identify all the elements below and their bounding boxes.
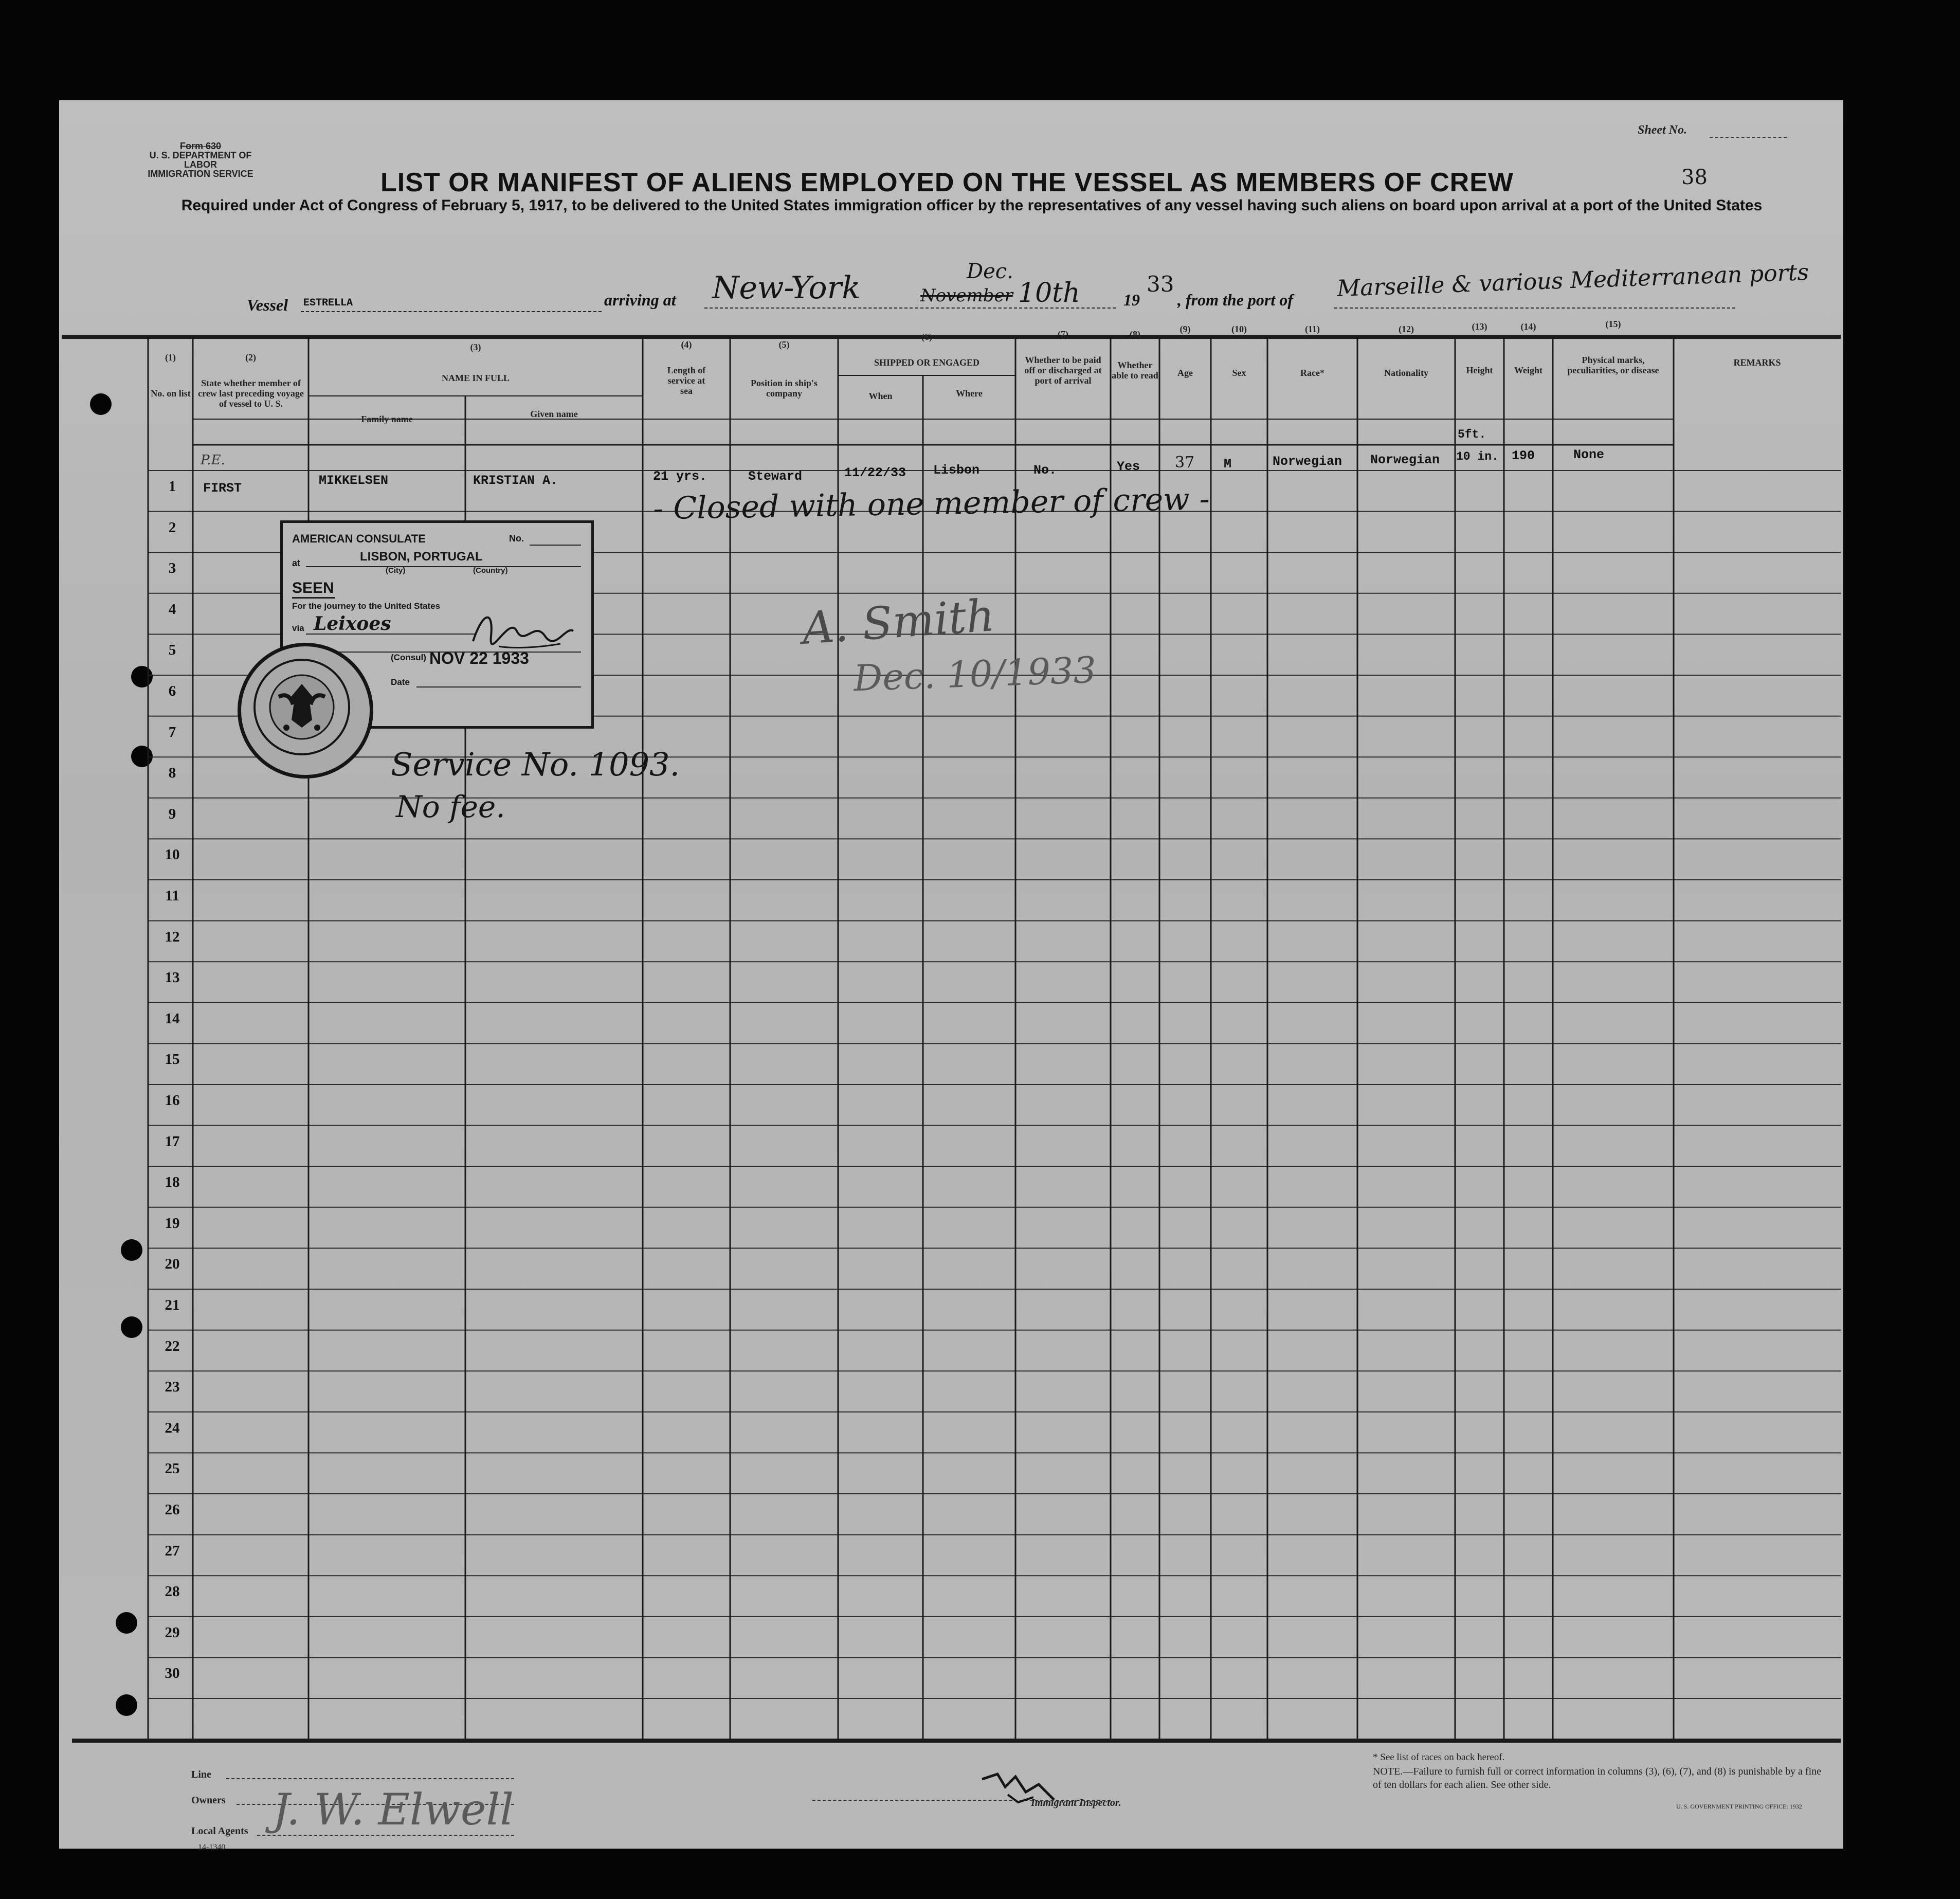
col-head-where: Where xyxy=(956,388,983,399)
footer-owners-label: Owners xyxy=(191,1795,226,1806)
row-number: 28 xyxy=(165,1583,180,1600)
col-head-paid-off: Whether to be paid off or discharged at port of arrival xyxy=(1024,355,1102,386)
row-number: 11 xyxy=(165,888,179,904)
stamp-seen-rule xyxy=(292,597,335,599)
col-num-14: (14) xyxy=(1520,321,1536,332)
row-number: 18 xyxy=(165,1174,180,1191)
month-struck: November xyxy=(920,285,1013,306)
inspector-label: Immigrant Inspector. xyxy=(1031,1797,1121,1808)
stamp-date-label: Date xyxy=(391,677,410,687)
footer-line-label: Line xyxy=(191,1769,211,1780)
row-number: 6 xyxy=(168,683,176,699)
row-number: 16 xyxy=(165,1092,180,1109)
entry-sex: M xyxy=(1224,457,1232,472)
col-head-nationality: Nationality xyxy=(1384,368,1428,378)
col-head-position: Position in ship's company xyxy=(750,378,818,399)
stamp-journey: For the journey to the United States xyxy=(292,601,441,611)
col-head-given-name: Given name xyxy=(530,409,578,419)
col-head-family-name: Family name xyxy=(361,414,413,424)
row-number: 17 xyxy=(165,1133,180,1150)
row-number: 3 xyxy=(168,560,176,577)
col-num-12: (12) xyxy=(1399,324,1414,334)
from-label: , from the port of xyxy=(1177,291,1293,309)
consul-signature xyxy=(468,600,576,657)
stamp-via-value: Leixoes xyxy=(314,613,391,635)
sheet-no-value: 38 xyxy=(1681,166,1708,189)
entry-marks: None xyxy=(1573,447,1605,462)
vessel-label: Vessel xyxy=(247,296,288,314)
col-num-13: (13) xyxy=(1472,321,1487,332)
footer-local-agents-label: Local Agents xyxy=(191,1825,248,1837)
row-number: 20 xyxy=(165,1256,180,1273)
signature-date: Dec. 10/1933 xyxy=(852,648,1097,700)
col-num-7: (7) xyxy=(1058,329,1068,339)
row-number: 12 xyxy=(165,928,180,945)
no-fee: No fee. xyxy=(396,789,505,824)
footer-printer: U. S. GOVERNMENT PRINTING OFFICE: 1932 xyxy=(1676,1803,1802,1810)
row-number: 5 xyxy=(168,642,176,659)
agency-line-2: IMMIGRATION SERVICE xyxy=(148,169,253,179)
agency-line-1: U. S. DEPARTMENT OF LABOR xyxy=(149,150,252,170)
row-number: 25 xyxy=(165,1460,180,1477)
stamp-seen: SEEN xyxy=(292,580,334,596)
row-number: 1 xyxy=(168,478,176,495)
row-number: 30 xyxy=(165,1665,180,1682)
vessel-value: ESTRELLA xyxy=(303,297,353,309)
row-number: 14 xyxy=(165,1010,180,1027)
col-num-10: (10) xyxy=(1231,324,1247,334)
row-number: 4 xyxy=(168,601,176,618)
stamp-at-label: at xyxy=(292,558,301,568)
closed-note: - Closed with one member of crew - xyxy=(652,481,1210,527)
row-number: 7 xyxy=(168,724,176,740)
col-num-3: (3) xyxy=(470,342,481,352)
stamp-date-line xyxy=(416,686,581,688)
col-num-6: (6) xyxy=(921,332,932,342)
row-number: 22 xyxy=(165,1337,180,1354)
col-num-1: (1) xyxy=(165,352,176,363)
col-head-physical-marks: Physical marks, peculiarities, or disease xyxy=(1567,355,1659,375)
arriving-value: New-York xyxy=(712,270,861,306)
row-number: 19 xyxy=(165,1215,180,1232)
col-num-4: (4) xyxy=(681,339,692,350)
stamp-no-label: No. xyxy=(509,533,524,544)
col-head-no-on-list: No. on list xyxy=(151,388,191,399)
col-num-2: (2) xyxy=(245,352,256,363)
footer-agents-rule xyxy=(257,1835,514,1836)
stamp-no-line xyxy=(530,545,581,546)
entry-family-name: MIKKELSEN xyxy=(319,473,389,488)
year-value: 33 xyxy=(1147,272,1174,297)
row-number: 27 xyxy=(165,1542,180,1559)
col-head-when: When xyxy=(868,391,893,401)
row-number: 21 xyxy=(165,1297,180,1313)
col-head-length-service: Length of service at sea xyxy=(667,365,706,396)
entry-height-in: 10 in. xyxy=(1456,450,1499,463)
col-head-preceding-voyage: State whether member of crew last preceding voyage of vessel to U. S. xyxy=(198,378,304,409)
col-head-age: Age xyxy=(1177,368,1193,378)
entry-given-name: KRISTIAN A. xyxy=(473,473,558,488)
row-number: 24 xyxy=(165,1419,180,1436)
row-number: 29 xyxy=(165,1624,180,1641)
stamp-city-line xyxy=(306,566,581,567)
entry-age: 37 xyxy=(1175,454,1195,472)
row-number: 15 xyxy=(165,1051,180,1068)
row-number: 10 xyxy=(165,846,180,863)
day-value: 10th xyxy=(1018,278,1080,309)
col-num-15: (15) xyxy=(1605,319,1621,329)
form-number: Form 630 xyxy=(179,141,222,151)
entry-where: Lisbon xyxy=(933,463,980,478)
col-num-5: (5) xyxy=(778,339,790,350)
eagle-seal-icon xyxy=(238,643,366,771)
month-value: Dec. xyxy=(967,260,1013,283)
entry-position: Steward xyxy=(748,469,803,484)
sheet-no-label: Sheet No. xyxy=(1638,123,1687,137)
stamp-city: LISBON, PORTUGAL xyxy=(360,550,483,564)
col-head-height: Height xyxy=(1466,365,1493,375)
col-head-shipped-engaged: SHIPPED OR ENGAGED xyxy=(874,357,980,368)
row-number: 23 xyxy=(165,1379,180,1396)
row-number: 13 xyxy=(165,969,180,986)
arriving-label: arriving at xyxy=(604,291,676,309)
footer-note-text: NOTE.—Failure to furnish full or correct information in columns (3), (6), (7), and (8) is punishable by a fine of ten dollars for each alien. See other side. xyxy=(1373,1766,1822,1791)
signature-smith: A. Smith xyxy=(800,590,996,655)
entry-paid-off: No. xyxy=(1033,463,1057,478)
agent-signature: J. W. Elwell xyxy=(273,1784,514,1835)
entry-when: 11/22/33 xyxy=(844,465,906,480)
row-number: 2 xyxy=(168,519,176,536)
stamp-line1: AMERICAN CONSULATE xyxy=(292,532,426,545)
page-title: LIST OR MANIFEST OF ALIENS EMPLOYED ON THE VESSEL AS MEMBERS OF CREW xyxy=(380,168,1514,197)
col-num-9: (9) xyxy=(1179,324,1191,334)
from-value: Marseille & various Mediterranean ports xyxy=(1336,259,1809,302)
col-head-able-read: Whether able to read xyxy=(1112,360,1158,381)
row-number: 9 xyxy=(168,805,176,822)
stamp-country-label: (Country) xyxy=(473,566,508,575)
col-num-8: (8) xyxy=(1130,329,1140,339)
col-head-race: Race* xyxy=(1300,368,1324,378)
stamp-via-line xyxy=(306,634,476,635)
page-subtitle: Required under Act of Congress of February 5, 1917, to be delivered to the United States immigration officer by the representatives of any vessel having such aliens on board upon arrival at a port of the United States xyxy=(181,197,1763,214)
entry-height-ft: 5ft. xyxy=(1458,428,1486,441)
col-head-remarks: REMARKS xyxy=(1733,357,1781,368)
service-no: Service No. 1093. xyxy=(391,746,680,783)
col-head-sex: Sex xyxy=(1232,368,1246,378)
entry-service: 21 yrs. xyxy=(653,469,707,484)
year-prefix: 19 xyxy=(1123,291,1140,309)
stamp-via-label: via xyxy=(292,623,304,633)
col-head-name-in-full: NAME IN FULL xyxy=(441,373,510,383)
footer-form-code: 14-1340 xyxy=(198,1843,226,1852)
entry-nationality: Norwegian xyxy=(1370,453,1440,467)
entry-race: Norwegian xyxy=(1273,454,1342,469)
entry-preceding-note: P.E. xyxy=(201,453,225,468)
consular-seal xyxy=(238,643,373,779)
stamp-date-value: NOV 22 1933 xyxy=(429,649,529,667)
stamp-city-label: (City) xyxy=(386,566,406,575)
row-number: 8 xyxy=(168,765,176,782)
row-number: 26 xyxy=(165,1502,180,1518)
col-head-weight: Weight xyxy=(1514,365,1542,375)
entry-preceding: FIRST xyxy=(203,481,242,496)
stamp-consul-label: (Consul) xyxy=(391,653,426,662)
col-num-11: (11) xyxy=(1305,324,1320,334)
entry-read: Yes xyxy=(1117,459,1140,474)
footer-note-star: * See list of races on back hereof. xyxy=(1373,1752,1505,1763)
footer-line-rule xyxy=(226,1778,514,1779)
entry-weight: 190 xyxy=(1512,448,1535,463)
